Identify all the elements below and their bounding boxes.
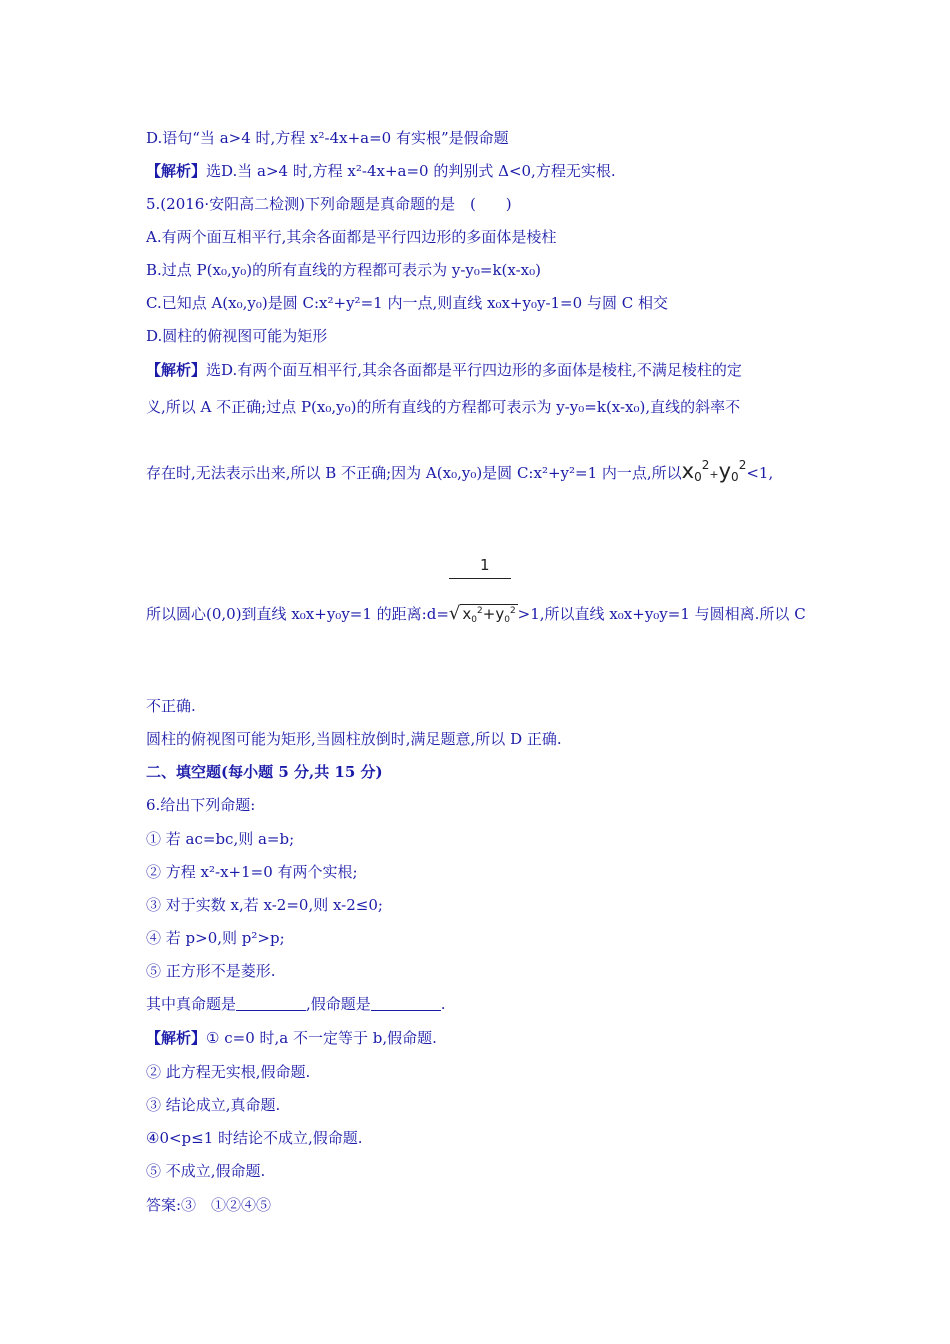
option-a-line: A.有两个面互相平行,其余各面都是平行四边形的多面体是棱柱 — [146, 228, 557, 246]
analysis-line-6a — [146, 1028, 437, 1048]
answer-line: 答案:③ ①②④⑤ — [146, 1196, 272, 1214]
sqrt-formula: √ $x_0^2+y_0^2$ — [449, 604, 518, 624]
answer-blank-2[interactable] — [371, 996, 441, 1011]
option-c-line: C.已知点 A(x₀,y₀)是圆 C:x²+y²=1 内一点,则直线 x₀x+y₀y-1=0 与圆 C 相交 — [146, 294, 668, 312]
analysis-line-5c — [146, 458, 774, 485]
analysis-line-5e: 圆柱的俯视图可能为矩形,当圆柱放倒时,满足题意,所以 D 正确. — [146, 730, 562, 748]
analysis-line-6e: ⑤ 不成立,假命题. — [146, 1162, 266, 1180]
proposition-3: ③ 对于实数 x,若 x-2=0,则 x-2≤0; — [146, 896, 383, 914]
fraction-numerator: 1 — [480, 556, 490, 574]
fill-blank-text: 其中真命题是 — [146, 995, 237, 1013]
analysis-text: ① c=0 时,a 不一定等于 b,假命题. — [206, 1029, 437, 1047]
question-6-line: 6.给出下列命题: — [146, 796, 256, 814]
analysis-tag: 【解析】 — [146, 361, 207, 379]
proposition-2: ② 方程 x²-x+1=0 有两个实根; — [146, 863, 358, 881]
analysis-text-end: <1, — [746, 464, 774, 482]
distance-text-end: >1,所以直线 x₀x+y₀y=1 与圆相离.所以 C — [517, 605, 806, 623]
section-heading: 二、填空题(每小题 5 分,共 15 分) — [146, 763, 383, 781]
option-d5-line: D.圆柱的俯视图可能为矩形 — [146, 327, 328, 345]
analysis-line-6c: ③ 结论成立,真命题. — [146, 1096, 281, 1114]
proposition-5: ⑤ 正方形不是菱形. — [146, 962, 276, 980]
analysis-text: 选D.有两个面互相平行,其余各面都是平行四边形的多面体是棱柱,不满足棱柱的定 — [206, 361, 742, 379]
distance-line — [146, 604, 806, 624]
fill-blank-end: . — [440, 995, 446, 1013]
proposition-1: ① 若 ac=bc,则 a=b; — [146, 830, 295, 848]
analysis-text: 选D.当 a>4 时,方程 x²-4x+a=0 的判别式 Δ<0,方程无实根. — [206, 162, 616, 180]
question-5-line: 5.(2016·安阳高二检测)下列命题是真命题的是 ( ) — [146, 195, 512, 213]
analysis-line-6d: ④0<p≤1 时结论不成立,假命题. — [146, 1129, 363, 1147]
analysis-line-5a — [146, 360, 742, 380]
option-d-line: D.语句“当 a>4 时,方程 x²-4x+a=0 有实根”是假命题 — [146, 129, 509, 147]
answer-blank-1[interactable] — [236, 996, 306, 1011]
proposition-4: ④ 若 p>0,则 p²>p; — [146, 929, 285, 947]
analysis-line-4 — [146, 161, 616, 181]
distance-text: 所以圆心(0,0)到直线 x₀x+y₀y=1 的距离:d= — [146, 605, 449, 623]
analysis-tag: 【解析】 — [146, 1029, 207, 1047]
option-b-line: B.过点 P(x₀,y₀)的所有直线的方程都可表示为 y-y₀=k(x-x₀) — [146, 261, 541, 279]
analysis-line-6b: ② 此方程无实根,假命题. — [146, 1063, 311, 1081]
analysis-tag: 【解析】 — [146, 162, 207, 180]
x0-y0-squared-formula: $x_0^2+y_0^2$ — [681, 458, 747, 484]
analysis-line-5d: 不正确. — [146, 697, 196, 715]
analysis-line-5b: 义,所以 A 不正确;过点 P(x₀,y₀)的所有直线的方程都可表示为 y-y₀=k(x-x₀),直线的斜率不 — [146, 398, 741, 416]
fill-blank-text-2: ,假命题是 — [306, 995, 371, 1013]
fill-blank-line — [146, 994, 446, 1014]
analysis-text: 存在时,无法表示出来,所以 B 不正确;因为 A(x₀,y₀)是圆 C:x²+y²=1 内一点,所以 — [146, 464, 682, 482]
